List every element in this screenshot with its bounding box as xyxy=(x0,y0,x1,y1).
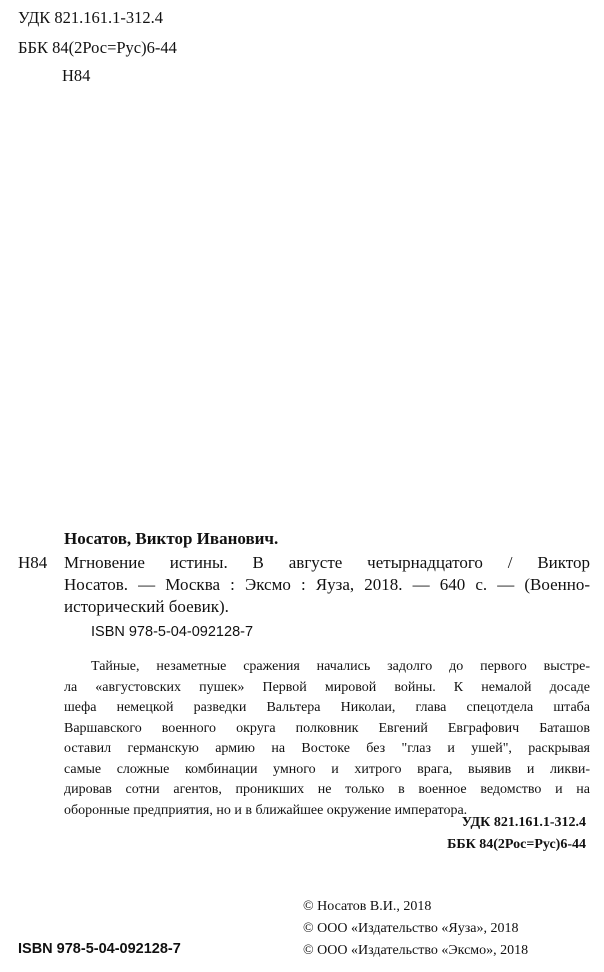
annotation-line: ла «августовских пушек» Первой мировой войны. К немалой досаде xyxy=(64,679,590,695)
annotation-line: оставил германскую армию на Востоке без "глаз и ушей", раскрывая xyxy=(64,741,590,756)
entry-author: Носатов, Виктор Иванович. xyxy=(64,529,279,548)
annotation xyxy=(64,657,590,821)
udk-code: УДК 821.161.1-312.4 xyxy=(18,8,164,27)
description-line: Носатов. — Москва : Эксмо : Яуза, 2018. — 640 с. — (Военно- xyxy=(64,575,590,594)
annotation-line: шефа немецкой разведки Вальтера Николаи, глава спецотдела штаба xyxy=(64,700,590,715)
description-line: Мгновение истины. В августе четырнадцатого / Виктор xyxy=(64,553,590,572)
annotation-line: Тайные, незаметные сражения начались задолго до первого выстре- xyxy=(91,659,590,674)
annotation-line: Варшавского военного округа полковник Евгений Евграфович Баташов xyxy=(64,720,590,736)
isbn-bottom: ISBN 978-5-04-092128-7 xyxy=(18,941,181,957)
copyright-yauza: © ООО «Издательство «Яуза», 2018 xyxy=(303,921,519,936)
bbk-code: ББК 84(2Рос=Рус)6-44 xyxy=(18,38,177,57)
entry-isbn: ISBN 978-5-04-092128-7 xyxy=(91,624,254,640)
author-sign: Н84 xyxy=(62,66,91,85)
copyright-eksmo: © ООО «Издательство «Эксмо», 2018 xyxy=(303,943,529,958)
bbk-code-bold: ББК 84(2Рос=Рус)6-44 xyxy=(447,837,586,852)
copyright-author: © Носатов В.И., 2018 xyxy=(303,899,432,914)
entry-author-sign: Н84 xyxy=(18,553,48,572)
annotation-line: самые сложные комбинации умного и хитрого врага, выявив и ликви- xyxy=(64,761,590,777)
udk-code-bold: УДК 821.161.1-312.4 xyxy=(461,815,586,830)
annotation-line: дировав сотни агентов, проникших не только в военное ведомство и на xyxy=(64,782,590,797)
description-line: исторический боевик). xyxy=(64,597,229,616)
annotation-line: оборонные предприятия, но и в ближайшее окружение императора. xyxy=(64,802,468,818)
entry-description xyxy=(64,552,590,618)
